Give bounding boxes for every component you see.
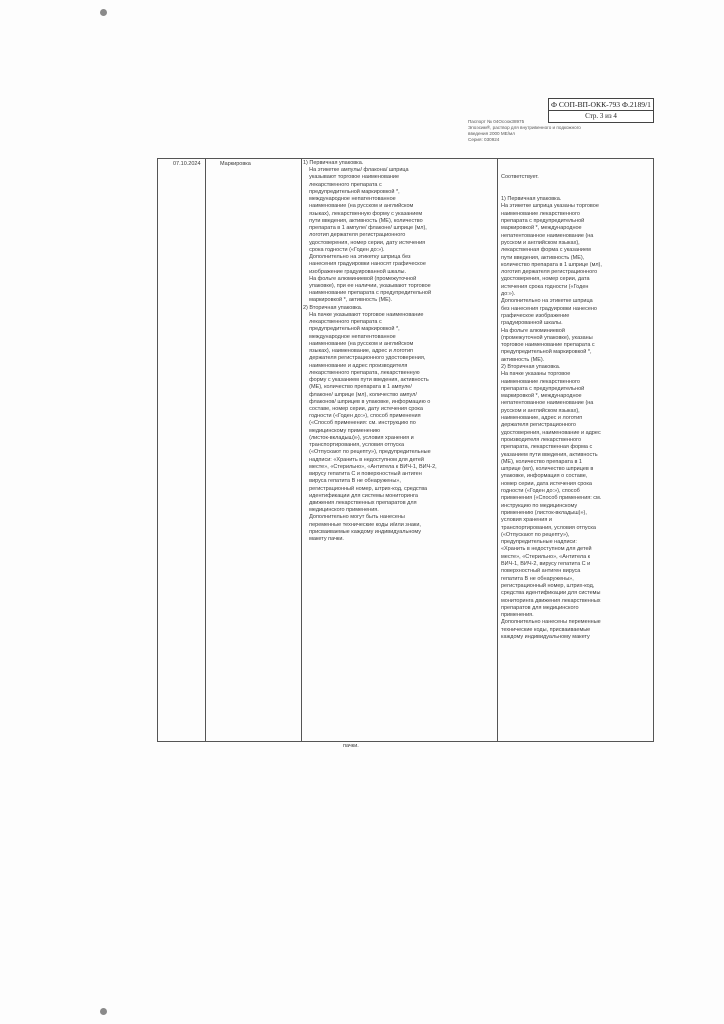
passport-line: Серия: 030924 — [468, 137, 500, 142]
punch-hole — [100, 9, 107, 16]
passport-line: Эпоэсим®, раствор для внутривенного и подкожного — [468, 125, 581, 130]
passport-line: введения 2000 МЕ/мл — [468, 131, 515, 136]
page-number: Стр. 3 из 4 — [585, 112, 617, 120]
result-verdict: Соответствует. — [501, 174, 539, 181]
passport-line: Паспорт № 04Осоок38975 — [468, 119, 525, 124]
inspection-table — [157, 158, 654, 742]
stage-cell: Маркировка — [220, 161, 251, 167]
column-divider — [497, 158, 498, 742]
requirement-cell: 1) Первичная упаковка. На этикетке ампулы/ флакона/ шприца указывают торговое наименование лекарственного препарата с предупредительной маркировкой *, международное непатентованное наименование (на русском и английском языках), лекарственную форму с указанием пути введения, активность (МЕ), количество препарата в 1 ампуле/ флаконе/ шприце (мл), логотип держателя регистрационного удостоверения, номер серии, дату истечения срока годности («Годен до:»). Дополнительно на этикетку шприца без нанесения градуировки наносят графическое изображение градуированной шкалы. На фольге алюминиевой (промежуточной упаковке), при ее наличии, указывают торговое наименование препарата с предупредительной маркировкой *, активность (МЕ). 2) Вторичная упаковка. На пачке указывают торговое наименование лекарственного препарата с предупредительной маркировкой *, международное непатентованное наименование (на русском и английском языках), наименование, адрес и логотип держателя регистрационного удостоверения, наименование и адрес производителя лекарственного препарата, лекарственную форму с указанием пути введения, активность (МЕ), количество препарата в 1 ампуле/ флаконе/ шприце (мл), количество ампул/ флаконов/ шприцев в упаковке, информацию о составе, номер серии, дату истечения срока годности («Годен до:»), способ применения («Способ применения: см. инструкцию по медицинскому применению (листок-вкладыш)»), условия хранения и транспортирования, условия отпуска («Отпускают по рецепту»), предупредительные надписи: «Хранить в недоступном для детей месте», «Стерильно», «Антитела к ВИЧ-1, ВИЧ-2, вирусу гепатита С и поверхностный антиген вируса гепатита В не обнаружены», регистрационный номер, штрих-код, средства идентификации для системы мониторинга движения лекарственных препаратов для медицинского применения. Дополнительно могут быть нанесены переменные технические коды и/или знаки, присваиваемые каждому индивидуальному макету пачки. — [303, 160, 437, 543]
result-text: 1) Первичная упаковка. На этикетке шприца указаны торговое наименование лекарственного препарата с предупредительной маркировкой *, международное непатентованное наименование (на русском и английском языках), лекарственная форма с указанием пути введения, активность (МЕ), количество препарата в 1 шприце (мл), логотип держателя регистрационного удостоверения, номер серии, дата истечения срока годности («Годен до:»). Дополнительно на этикетке шприца без нанесения градуировки нанесено графическое изображение градуированной шкалы. На фольге алюминиевой (промежуточной упаковке), указаны торговое наименование препарата с предупредительной маркировкой *, активность (МЕ). 2) Вторичная упаковка. На пачке указаны торговое наименование лекарственного препарата с предупредительной маркировкой *, международное непатентованное наименование (на русском и английском языках), наименование, адрес и логотип держателя регистрационного удостоверения, наименование и адрес производителя лекарственного препарата, лекарственная форма с указанием пути введения, активность (МЕ), количество препарата в 1 шприце (мл), количество шприцев в упаковке, информация о составе, номер серии, дата истечения срока годности («Годен до:»), способ применения («Способ применения: см. инструкцию по медицинскому применению (листок-вкладыш)»), условия хранения и транспортирования, условия отпуска («Отпускают по рецепту»), предупредительные надписи: «Хранить в недоступном для детей месте», «Стерильно», «Антитела к ВИЧ-1, ВИЧ-2, вирусу гепатита С и поверхностный антиген вируса гепатита В не обнаружены», регистрационный номер, штрих-код, средства идентификации для системы мониторинга движения лекарственных препаратов для медицинского применения. Дополнительно нанесены переменные технические коды, присваиваемые каждому индивидуальному макету — [501, 196, 602, 640]
result-text-tail: пачки. — [343, 743, 359, 749]
passport-info — [468, 119, 668, 143]
date-cell: 07.10.2024 — [173, 161, 201, 167]
form-code: Ф СОП-ВП-ОКК-793 Ф.2189/1 — [549, 99, 653, 111]
punch-hole — [100, 1008, 107, 1015]
column-divider — [301, 158, 302, 742]
result-cell — [501, 160, 653, 656]
column-divider — [205, 158, 206, 742]
